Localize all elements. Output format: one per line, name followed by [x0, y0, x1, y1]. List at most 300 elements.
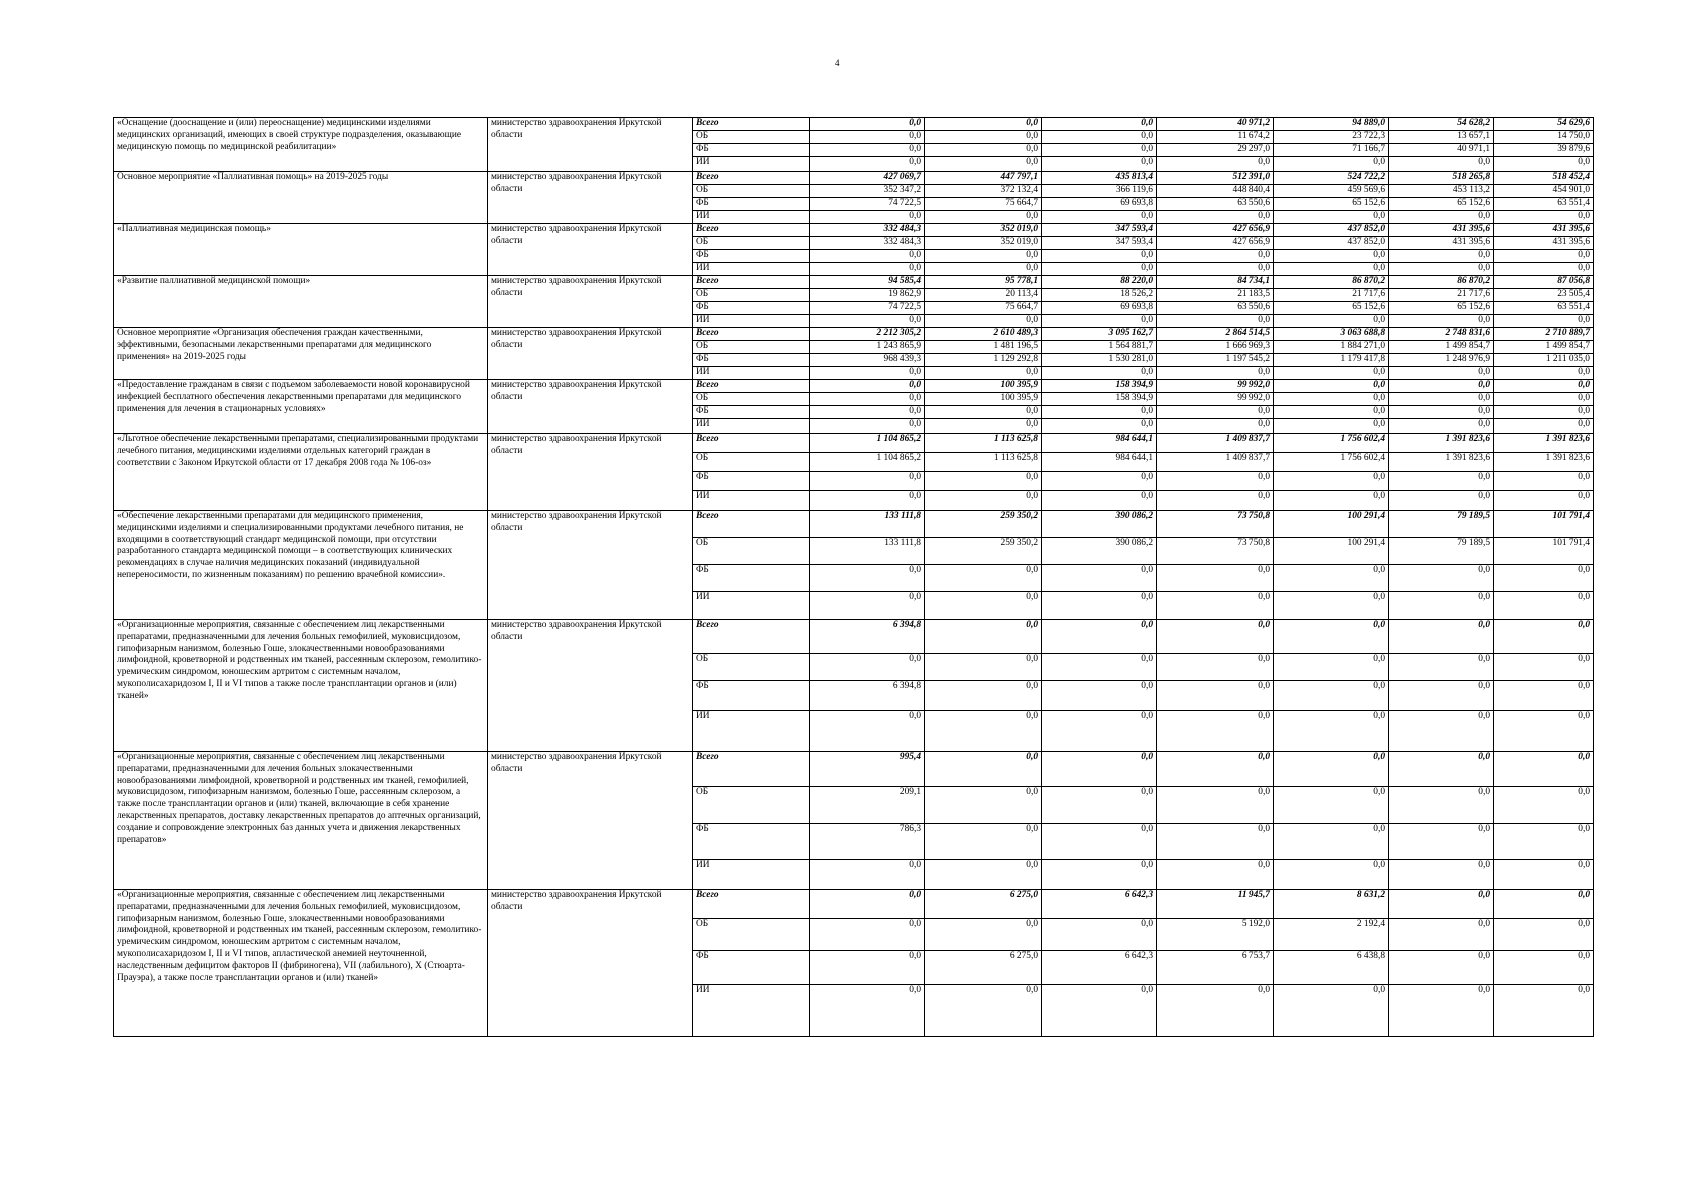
amount-cell: 0,0	[1157, 419, 1274, 434]
funding-source-cell: ОБ	[693, 654, 810, 681]
amount-cell: 6 753,7	[1157, 951, 1274, 985]
amount-cell: 968 439,3	[810, 354, 925, 367]
amount-cell: 431 395,6	[1389, 224, 1494, 237]
amount-cell: 984 644,1	[1042, 453, 1157, 472]
event-name-cell: «Льготное обеспечение лекарственными препаратами, специализированными продуктами лечебного питания, медицинскими изделиями отдельных категорий граждан в соответствии с Законом Иркутской области от 17 декабря 2008 года № 106-оз»	[114, 434, 488, 511]
amount-cell: 21 717,6	[1389, 289, 1494, 302]
amount-cell: 0,0	[925, 250, 1042, 263]
amount-cell: 0,0	[1494, 491, 1594, 511]
amount-cell: 0,0	[1274, 592, 1389, 620]
amount-cell: 0,0	[925, 752, 1042, 787]
amount-cell: 0,0	[810, 406, 925, 419]
amount-cell: 101 791,4	[1494, 511, 1594, 538]
amount-cell: 0,0	[1274, 711, 1389, 752]
amount-cell: 79 189,5	[1389, 538, 1494, 565]
funding-source-cell: ОБ	[693, 237, 810, 250]
amount-cell: 332 484,3	[810, 237, 925, 250]
amount-cell: 0,0	[1274, 620, 1389, 654]
table-row	[114, 380, 1594, 393]
amount-cell: 0,0	[1274, 985, 1389, 1037]
funding-source-cell: ОБ	[693, 919, 810, 951]
amount-cell: 0,0	[1389, 211, 1494, 224]
amount-cell: 0,0	[1494, 565, 1594, 592]
amount-cell: 1 104 865,2	[810, 434, 925, 453]
amount-cell: 99 992,0	[1157, 393, 1274, 406]
amount-cell: 1 243 865,9	[810, 341, 925, 354]
amount-cell: 372 132,4	[925, 185, 1042, 198]
amount-cell: 63 550,6	[1157, 302, 1274, 315]
amount-cell: 0,0	[925, 144, 1042, 157]
amount-cell: 0,0	[1157, 711, 1274, 752]
amount-cell: 352 019,0	[925, 224, 1042, 237]
amount-cell: 0,0	[1389, 157, 1494, 172]
amount-cell: 437 852,0	[1274, 237, 1389, 250]
amount-cell: 0,0	[1042, 824, 1157, 860]
amount-cell: 427 069,7	[810, 172, 925, 185]
amount-cell: 71 166,7	[1274, 144, 1389, 157]
amount-cell: 0,0	[925, 472, 1042, 491]
amount-cell: 0,0	[1274, 211, 1389, 224]
amount-cell: 0,0	[925, 620, 1042, 654]
amount-cell: 13 657,1	[1389, 131, 1494, 144]
amount-cell: 69 693,8	[1042, 198, 1157, 211]
page-number: 4	[835, 58, 840, 68]
funding-source-cell: Всего	[693, 172, 810, 185]
amount-cell: 0,0	[810, 654, 925, 681]
amount-cell: 0,0	[810, 919, 925, 951]
amount-cell: 0,0	[1389, 472, 1494, 491]
amount-cell: 0,0	[1042, 491, 1157, 511]
amount-cell: 0,0	[1494, 250, 1594, 263]
amount-cell: 259 350,2	[925, 511, 1042, 538]
amount-cell: 0,0	[810, 250, 925, 263]
amount-cell: 1 409 837,7	[1157, 453, 1274, 472]
event-name-cell: «Предоставление гражданам в связи с подъемом заболеваемости новой коронавирусной инфекцией бесплатного обеспечения лекарственными препаратами для медицинского применения для лечения в стационарных условиях»	[114, 380, 488, 434]
executor-cell: министерство здравоохранения Иркутской области	[488, 224, 693, 276]
amount-cell: 1 666 969,3	[1157, 341, 1274, 354]
amount-cell: 0,0	[1274, 681, 1389, 711]
table-row	[114, 118, 1594, 131]
amount-cell: 65 152,6	[1274, 302, 1389, 315]
event-name-cell: Основное мероприятие «Паллиативная помощь» на 2019-2025 годы	[114, 172, 488, 224]
funding-source-cell: ФБ	[693, 198, 810, 211]
amount-cell: 0,0	[1494, 824, 1594, 860]
amount-cell: 209,1	[810, 787, 925, 824]
amount-cell: 0,0	[1157, 752, 1274, 787]
amount-cell: 54 629,6	[1494, 118, 1594, 131]
amount-cell: 0,0	[1494, 654, 1594, 681]
funding-source-cell: ИИ	[693, 985, 810, 1037]
amount-cell: 454 901,0	[1494, 185, 1594, 198]
amount-cell: 259 350,2	[925, 538, 1042, 565]
amount-cell: 0,0	[1157, 406, 1274, 419]
funding-source-cell: ФБ	[693, 354, 810, 367]
amount-cell: 0,0	[1042, 752, 1157, 787]
funding-source-cell: ИИ	[693, 263, 810, 276]
amount-cell: 0,0	[925, 491, 1042, 511]
executor-cell: министерство здравоохранения Иркутской области	[488, 890, 693, 1037]
amount-cell: 6 275,0	[925, 890, 1042, 919]
amount-cell: 0,0	[1157, 472, 1274, 491]
amount-cell: 0,0	[1157, 157, 1274, 172]
budget-table	[113, 117, 1594, 1037]
amount-cell: 1 391 823,6	[1494, 434, 1594, 453]
amount-cell: 459 569,6	[1274, 185, 1389, 198]
table-row	[114, 224, 1594, 237]
amount-cell: 0,0	[925, 263, 1042, 276]
funding-source-cell: ФБ	[693, 565, 810, 592]
amount-cell: 1 499 854,7	[1494, 341, 1594, 354]
amount-cell: 21 717,6	[1274, 289, 1389, 302]
amount-cell: 0,0	[1157, 824, 1274, 860]
funding-source-cell: ОБ	[693, 341, 810, 354]
amount-cell: 0,0	[925, 654, 1042, 681]
amount-cell: 0,0	[1157, 860, 1274, 890]
amount-cell: 99 992,0	[1157, 380, 1274, 393]
amount-cell: 0,0	[1494, 860, 1594, 890]
amount-cell: 0,0	[1389, 315, 1494, 328]
amount-cell: 0,0	[1042, 118, 1157, 131]
amount-cell: 0,0	[1494, 890, 1594, 919]
amount-cell: 0,0	[1157, 491, 1274, 511]
funding-source-cell: ИИ	[693, 157, 810, 172]
amount-cell: 3 063 688,8	[1274, 328, 1389, 341]
funding-source-cell: ОБ	[693, 538, 810, 565]
executor-cell: министерство здравоохранения Иркутской области	[488, 276, 693, 328]
amount-cell: 0,0	[1389, 380, 1494, 393]
amount-cell: 0,0	[1157, 681, 1274, 711]
amount-cell: 0,0	[1494, 315, 1594, 328]
amount-cell: 0,0	[1274, 157, 1389, 172]
executor-cell: министерство здравоохранения Иркутской области	[488, 434, 693, 511]
amount-cell: 0,0	[925, 315, 1042, 328]
amount-cell: 0,0	[1042, 367, 1157, 380]
amount-cell: 0,0	[1389, 491, 1494, 511]
amount-cell: 79 189,5	[1389, 511, 1494, 538]
event-name-cell: «Организационные мероприятия, связанные с обеспечением лиц лекарственными препаратами, предназначенными для лечения больных гемофилией, муковисцидозом, гипофизарным нанизмом, болезнью Гоше, злокачественными новообразованиями лимфоидной, кроветворной и родственных им тканей, рассеянным склерозом, гемолитико-уремическим синдромом, юношеским артритом с системным началом, мукополисахаридозом I, II и VI типов, апластической анемией неуточненной, наследственным дефицитом факторов II (фибриногена), VII (лабильного), X (Стюарта-Прауэра), а также после трансплантации органов и (или) тканей»	[114, 890, 488, 1037]
amount-cell: 133 111,8	[810, 511, 925, 538]
table-row	[114, 172, 1594, 185]
amount-cell: 0,0	[810, 144, 925, 157]
amount-cell: 0,0	[1274, 393, 1389, 406]
amount-cell: 6 275,0	[925, 951, 1042, 985]
funding-source-cell: Всего	[693, 511, 810, 538]
table-row	[114, 620, 1594, 654]
amount-cell: 18 526,2	[1042, 289, 1157, 302]
amount-cell: 427 656,9	[1157, 224, 1274, 237]
amount-cell: 0,0	[1389, 951, 1494, 985]
funding-source-cell: ОБ	[693, 289, 810, 302]
amount-cell: 0,0	[1274, 860, 1389, 890]
amount-cell: 0,0	[925, 711, 1042, 752]
amount-cell: 0,0	[1389, 890, 1494, 919]
amount-cell: 352 019,0	[925, 237, 1042, 250]
executor-cell: министерство здравоохранения Иркутской области	[488, 172, 693, 224]
table-row	[114, 328, 1594, 341]
amount-cell: 0,0	[1157, 620, 1274, 654]
amount-cell: 0,0	[925, 824, 1042, 860]
amount-cell: 518 452,4	[1494, 172, 1594, 185]
amount-cell: 39 879,6	[1494, 144, 1594, 157]
amount-cell: 1 104 865,2	[810, 453, 925, 472]
amount-cell: 0,0	[1389, 919, 1494, 951]
amount-cell: 86 870,2	[1274, 276, 1389, 289]
amount-cell: 437 852,0	[1274, 224, 1389, 237]
amount-cell: 54 628,2	[1389, 118, 1494, 131]
amount-cell: 0,0	[925, 985, 1042, 1037]
funding-source-cell: ОБ	[693, 131, 810, 144]
amount-cell: 0,0	[1389, 985, 1494, 1037]
amount-cell: 431 395,6	[1494, 224, 1594, 237]
amount-cell: 447 797,1	[925, 172, 1042, 185]
amount-cell: 0,0	[1494, 380, 1594, 393]
amount-cell: 158 394,9	[1042, 380, 1157, 393]
amount-cell: 0,0	[1042, 985, 1157, 1037]
funding-source-cell: ОБ	[693, 787, 810, 824]
amount-cell: 0,0	[1042, 144, 1157, 157]
amount-cell: 63 551,4	[1494, 198, 1594, 211]
amount-cell: 0,0	[810, 131, 925, 144]
amount-cell: 101 791,4	[1494, 538, 1594, 565]
amount-cell: 0,0	[1494, 620, 1594, 654]
event-name-cell: «Обеспечение лекарственными препаратами для медицинского применения, медицинскими изделиями и специализированными продуктами лечебного питания, не входящими в соответствующий стандарт медицинской помощи, при отсутствии разработанного стандарта медицинской помощи – в соответствующих клинических рекомендациях в случае наличия медицинских показаний (индивидуальной непереносимости, по жизненным показаниям) по решению врачебной комиссии».	[114, 511, 488, 620]
amount-cell: 65 152,6	[1389, 302, 1494, 315]
amount-cell: 0,0	[1274, 419, 1389, 434]
amount-cell: 100 291,4	[1274, 538, 1389, 565]
amount-cell: 1 391 823,6	[1389, 453, 1494, 472]
amount-cell: 0,0	[1494, 211, 1594, 224]
amount-cell: 2 212 305,2	[810, 328, 925, 341]
amount-cell: 0,0	[1494, 985, 1594, 1037]
amount-cell: 100 395,9	[925, 380, 1042, 393]
funding-source-cell: Всего	[693, 890, 810, 919]
funding-source-cell: Всего	[693, 434, 810, 453]
amount-cell: 995,4	[810, 752, 925, 787]
amount-cell: 1 409 837,7	[1157, 434, 1274, 453]
amount-cell: 2 748 831,6	[1389, 328, 1494, 341]
amount-cell: 1 179 417,8	[1274, 354, 1389, 367]
executor-cell: министерство здравоохранения Иркутской области	[488, 511, 693, 620]
amount-cell: 0,0	[925, 367, 1042, 380]
funding-source-cell: ОБ	[693, 185, 810, 198]
amount-cell: 435 813,4	[1042, 172, 1157, 185]
amount-cell: 0,0	[810, 157, 925, 172]
amount-cell: 0,0	[810, 211, 925, 224]
amount-cell: 40 971,2	[1157, 118, 1274, 131]
amount-cell: 0,0	[810, 565, 925, 592]
amount-cell: 1 197 545,2	[1157, 354, 1274, 367]
amount-cell: 1 756 602,4	[1274, 453, 1389, 472]
amount-cell: 74 722,5	[810, 302, 925, 315]
amount-cell: 0,0	[1389, 250, 1494, 263]
amount-cell: 6 642,3	[1042, 951, 1157, 985]
amount-cell: 0,0	[1042, 472, 1157, 491]
funding-source-cell: ОБ	[693, 453, 810, 472]
amount-cell: 0,0	[1389, 393, 1494, 406]
amount-cell: 86 870,2	[1389, 276, 1494, 289]
amount-cell: 0,0	[1494, 592, 1594, 620]
funding-source-cell: ОБ	[693, 393, 810, 406]
amount-cell: 0,0	[925, 419, 1042, 434]
amount-cell: 69 693,8	[1042, 302, 1157, 315]
amount-cell: 0,0	[925, 681, 1042, 711]
amount-cell: 2 710 889,7	[1494, 328, 1594, 341]
amount-cell: 0,0	[925, 919, 1042, 951]
amount-cell: 0,0	[1157, 654, 1274, 681]
amount-cell: 0,0	[1042, 211, 1157, 224]
amount-cell: 84 734,1	[1157, 276, 1274, 289]
amount-cell: 11 945,7	[1157, 890, 1274, 919]
amount-cell: 14 750,0	[1494, 131, 1594, 144]
funding-source-cell: Всего	[693, 118, 810, 131]
executor-cell: министерство здравоохранения Иркутской области	[488, 752, 693, 890]
amount-cell: 133 111,8	[810, 538, 925, 565]
amount-cell: 1 211 035,0	[1494, 354, 1594, 367]
amount-cell: 21 183,5	[1157, 289, 1274, 302]
funding-source-cell: ФБ	[693, 406, 810, 419]
executor-cell: министерство здравоохранения Иркутской области	[488, 380, 693, 434]
amount-cell: 0,0	[810, 367, 925, 380]
table-row	[114, 276, 1594, 289]
amount-cell: 453 113,2	[1389, 185, 1494, 198]
amount-cell: 63 551,4	[1494, 302, 1594, 315]
amount-cell: 1 530 281,0	[1042, 354, 1157, 367]
funding-source-cell: Всего	[693, 328, 810, 341]
amount-cell: 94 585,4	[810, 276, 925, 289]
amount-cell: 1 248 976,9	[1389, 354, 1494, 367]
funding-source-cell: ФБ	[693, 472, 810, 491]
amount-cell: 0,0	[1389, 620, 1494, 654]
amount-cell: 0,0	[1274, 263, 1389, 276]
amount-cell: 0,0	[810, 985, 925, 1037]
amount-cell: 0,0	[1042, 620, 1157, 654]
amount-cell: 0,0	[1274, 367, 1389, 380]
executor-cell: министерство здравоохранения Иркутской области	[488, 620, 693, 752]
amount-cell: 0,0	[1494, 711, 1594, 752]
amount-cell: 0,0	[1389, 711, 1494, 752]
amount-cell: 0,0	[1157, 592, 1274, 620]
amount-cell: 1 499 854,7	[1389, 341, 1494, 354]
amount-cell: 0,0	[810, 380, 925, 393]
amount-cell: 0,0	[1494, 752, 1594, 787]
table-row	[114, 511, 1594, 538]
amount-cell: 29 297,0	[1157, 144, 1274, 157]
amount-cell: 347 593,4	[1042, 237, 1157, 250]
amount-cell: 0,0	[810, 491, 925, 511]
funding-source-cell: ИИ	[693, 711, 810, 752]
amount-cell: 0,0	[1494, 419, 1594, 434]
amount-cell: 0,0	[1042, 131, 1157, 144]
amount-cell: 518 265,8	[1389, 172, 1494, 185]
amount-cell: 0,0	[810, 951, 925, 985]
amount-cell: 0,0	[1389, 787, 1494, 824]
amount-cell: 512 391,0	[1157, 172, 1274, 185]
amount-cell: 984 644,1	[1042, 434, 1157, 453]
amount-cell: 0,0	[1042, 406, 1157, 419]
amount-cell: 448 840,4	[1157, 185, 1274, 198]
funding-source-cell: Всего	[693, 276, 810, 289]
amount-cell: 0,0	[1274, 654, 1389, 681]
amount-cell: 0,0	[1389, 654, 1494, 681]
amount-cell: 0,0	[1274, 752, 1389, 787]
amount-cell: 75 664,7	[925, 302, 1042, 315]
amount-cell: 65 152,6	[1274, 198, 1389, 211]
amount-cell: 2 192,4	[1274, 919, 1389, 951]
amount-cell: 1 113 625,8	[925, 453, 1042, 472]
amount-cell: 0,0	[810, 419, 925, 434]
amount-cell: 0,0	[1274, 380, 1389, 393]
amount-cell: 6 394,8	[810, 681, 925, 711]
amount-cell: 6 438,8	[1274, 951, 1389, 985]
amount-cell: 0,0	[1274, 472, 1389, 491]
amount-cell: 2 610 489,3	[925, 328, 1042, 341]
amount-cell: 0,0	[1042, 919, 1157, 951]
amount-cell: 0,0	[1389, 367, 1494, 380]
amount-cell: 11 674,2	[1157, 131, 1274, 144]
amount-cell: 0,0	[1042, 592, 1157, 620]
amount-cell: 63 550,6	[1157, 198, 1274, 211]
amount-cell: 524 722,2	[1274, 172, 1389, 185]
amount-cell: 0,0	[810, 118, 925, 131]
amount-cell: 0,0	[1157, 985, 1274, 1037]
amount-cell: 0,0	[1494, 367, 1594, 380]
amount-cell: 427 656,9	[1157, 237, 1274, 250]
funding-source-cell: ФБ	[693, 824, 810, 860]
funding-source-cell: ФБ	[693, 681, 810, 711]
amount-cell: 23 722,3	[1274, 131, 1389, 144]
amount-cell: 332 484,3	[810, 224, 925, 237]
amount-cell: 0,0	[810, 890, 925, 919]
amount-cell: 0,0	[810, 315, 925, 328]
amount-cell: 8 631,2	[1274, 890, 1389, 919]
event-name-cell: «Оснащение (дооснащение и (или) переоснащение) медицинскими изделиями медицинских организаций, имеющих в своей структуре подразделения, оказывающие медицинскую помощь по медицинской реабилитации»	[114, 118, 488, 172]
amount-cell: 0,0	[1042, 419, 1157, 434]
amount-cell: 366 119,6	[1042, 185, 1157, 198]
amount-cell: 75 664,7	[925, 198, 1042, 211]
event-name-cell: «Паллиативная медицинская помощь»	[114, 224, 488, 276]
amount-cell: 0,0	[1389, 681, 1494, 711]
amount-cell: 1 481 196,5	[925, 341, 1042, 354]
amount-cell: 1 564 881,7	[1042, 341, 1157, 354]
amount-cell: 431 395,6	[1494, 237, 1594, 250]
funding-source-cell: ФБ	[693, 144, 810, 157]
amount-cell: 1 884 271,0	[1274, 341, 1389, 354]
amount-cell: 0,0	[925, 592, 1042, 620]
event-name-cell: «Организационные мероприятия, связанные с обеспечением лиц лекарственными препаратами, предназначенными для лечения больных злокачественными новообразованиями лимфоидной, кроветворной и родственных им тканей, гемофилией, муковисцидозом, гипофизарным нанизмом, болезнью Гоше, рассеянным склерозом, а также после трансплантации органов и (или) тканей, включающие в себя хранение лекарственных препаратов, доставку лекарственных препаратов до аптечных организаций, создание и сопровождение электронных баз данных учета и движения лекарственных препаратов»	[114, 752, 488, 890]
amount-cell: 0,0	[1494, 681, 1594, 711]
executor-cell: министерство здравоохранения Иркутской области	[488, 328, 693, 380]
table-row	[114, 890, 1594, 919]
funding-source-cell: ИИ	[693, 860, 810, 890]
amount-cell: 0,0	[925, 787, 1042, 824]
amount-cell: 74 722,5	[810, 198, 925, 211]
amount-cell: 0,0	[1274, 406, 1389, 419]
amount-cell: 0,0	[925, 157, 1042, 172]
amount-cell: 0,0	[1157, 315, 1274, 328]
amount-cell: 19 862,9	[810, 289, 925, 302]
amount-cell: 5 192,0	[1157, 919, 1274, 951]
amount-cell: 0,0	[1157, 211, 1274, 224]
amount-cell: 0,0	[1042, 565, 1157, 592]
amount-cell: 6 394,8	[810, 620, 925, 654]
funding-source-cell: ИИ	[693, 315, 810, 328]
amount-cell: 786,3	[810, 824, 925, 860]
amount-cell: 0,0	[810, 860, 925, 890]
amount-cell: 100 395,9	[925, 393, 1042, 406]
amount-cell: 431 395,6	[1389, 237, 1494, 250]
event-name-cell: Основное мероприятие «Организация обеспечения граждан качественными, эффективными, безопасными лекарственными препаратами для медицинского применения» на 2019-2025 годы	[114, 328, 488, 380]
amount-cell: 0,0	[925, 565, 1042, 592]
